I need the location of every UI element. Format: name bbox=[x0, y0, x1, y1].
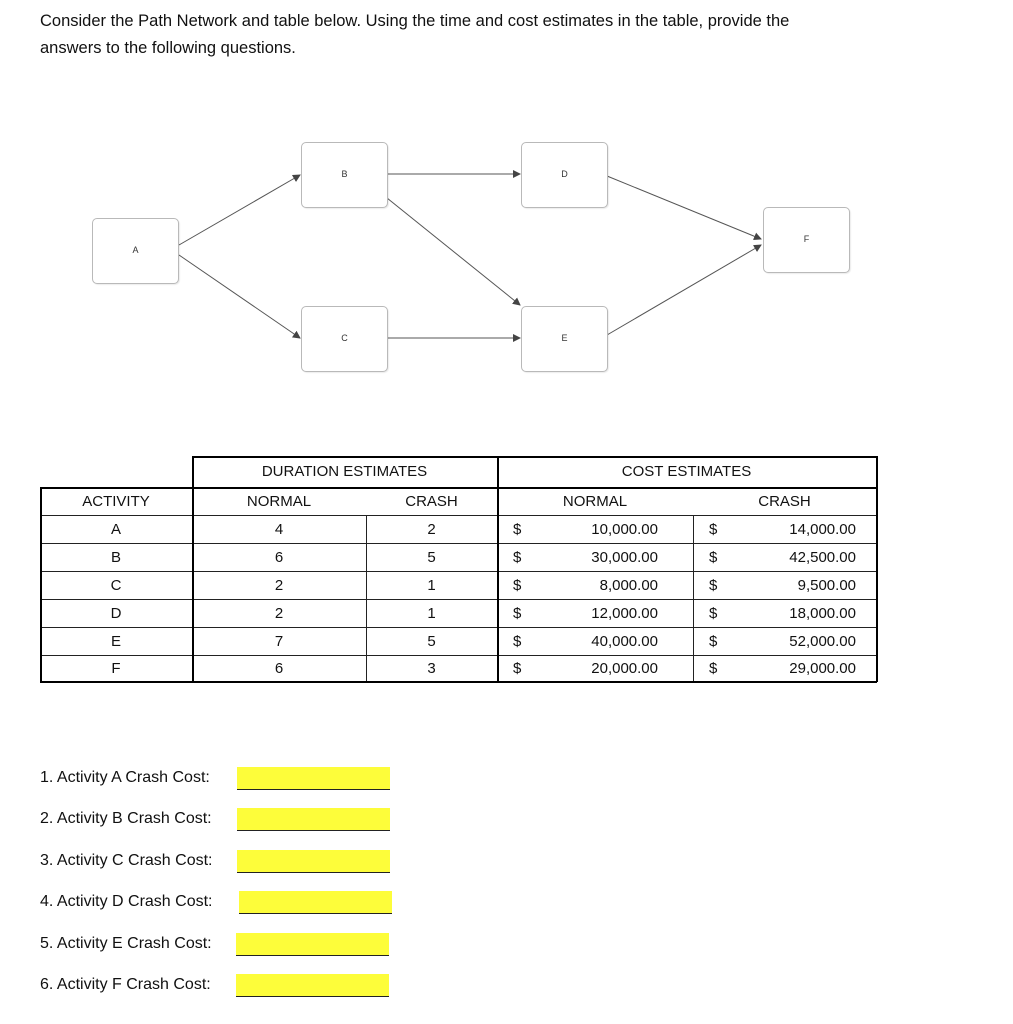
duration-crash-header: CRASH bbox=[405, 493, 458, 510]
node-d-label: D bbox=[561, 169, 568, 179]
currency-symbol: $ bbox=[513, 605, 522, 622]
duration-crash-cell: 1 bbox=[427, 605, 436, 622]
intro-line-2: answers to the following questions. bbox=[40, 39, 296, 57]
activity-cell: D bbox=[110, 605, 122, 622]
cost-crash-cell: 14,000.00 bbox=[789, 521, 856, 538]
cost-crash-header: CRASH bbox=[758, 493, 811, 510]
currency-symbol: $ bbox=[709, 660, 718, 677]
node-f-label: F bbox=[803, 234, 810, 244]
duration-crash-cell: 1 bbox=[427, 577, 436, 594]
activity-cell: B bbox=[110, 549, 121, 566]
currency-symbol: $ bbox=[513, 549, 522, 566]
cost-crash-cell: 18,000.00 bbox=[789, 605, 856, 622]
cost-normal-cell: 40,000.00 bbox=[591, 633, 658, 650]
question-3-label: 3. Activity C Crash Cost: bbox=[40, 852, 213, 869]
node-a-label: A bbox=[132, 245, 139, 255]
duration-crash-cell: 3 bbox=[427, 660, 436, 677]
cost-normal-cell: 8,000.00 bbox=[599, 577, 658, 594]
duration-normal-cell: 4 bbox=[274, 521, 284, 538]
duration-estimates-header: DURATION ESTIMATES bbox=[261, 463, 428, 480]
question-3-answer-field[interactable] bbox=[237, 850, 390, 873]
cost-normal-header: NORMAL bbox=[562, 493, 628, 510]
node-d bbox=[521, 142, 608, 208]
node-e-label: E bbox=[561, 333, 568, 343]
cost-normal-cell: 10,000.00 bbox=[591, 521, 658, 538]
question-4-answer-field[interactable] bbox=[239, 891, 392, 914]
question-1-label: 1. Activity A Crash Cost: bbox=[40, 769, 210, 786]
currency-symbol: $ bbox=[709, 521, 718, 538]
question-4-label: 4. Activity D Crash Cost: bbox=[40, 893, 213, 910]
activity-cell: A bbox=[110, 521, 121, 538]
duration-normal-cell: 2 bbox=[274, 605, 284, 622]
cost-normal-cell: 12,000.00 bbox=[591, 605, 658, 622]
cost-normal-cell: 30,000.00 bbox=[591, 549, 658, 566]
edge-a-b bbox=[179, 175, 300, 245]
cost-estimates-header: COST ESTIMATES bbox=[621, 463, 752, 480]
question-1-answer-field[interactable] bbox=[237, 767, 390, 790]
node-b bbox=[301, 142, 388, 208]
cost-normal-cell: 20,000.00 bbox=[591, 660, 658, 677]
cost-crash-cell: 29,000.00 bbox=[789, 660, 856, 677]
node-e bbox=[521, 306, 608, 372]
cost-crash-cell: 42,500.00 bbox=[789, 549, 856, 566]
edge-e-f bbox=[607, 245, 761, 335]
activity-cell: C bbox=[110, 577, 122, 594]
question-6-answer-field[interactable] bbox=[236, 974, 389, 997]
edge-a-c bbox=[179, 255, 300, 338]
activity-cell: E bbox=[110, 633, 121, 650]
currency-symbol: $ bbox=[513, 577, 522, 594]
currency-symbol: $ bbox=[513, 633, 522, 650]
duration-crash-cell: 5 bbox=[427, 633, 436, 650]
currency-symbol: $ bbox=[513, 660, 522, 677]
duration-crash-cell: 2 bbox=[427, 521, 436, 538]
cost-crash-cell: 9,500.00 bbox=[797, 577, 856, 594]
question-2-label: 2. Activity B Crash Cost: bbox=[40, 810, 212, 827]
currency-symbol: $ bbox=[709, 577, 718, 594]
cost-crash-cell: 52,000.00 bbox=[789, 633, 856, 650]
question-6-label: 6. Activity F Crash Cost: bbox=[40, 976, 211, 993]
node-c bbox=[301, 306, 388, 372]
currency-symbol: $ bbox=[513, 521, 522, 538]
duration-normal-cell: 6 bbox=[274, 549, 284, 566]
edge-b-e bbox=[387, 198, 520, 305]
duration-normal-cell: 6 bbox=[274, 660, 284, 677]
node-a bbox=[92, 218, 179, 284]
currency-symbol: $ bbox=[709, 633, 718, 650]
currency-symbol: $ bbox=[709, 605, 718, 622]
question-5-label: 5. Activity E Crash Cost: bbox=[40, 935, 212, 952]
edge-d-f bbox=[607, 176, 761, 239]
duration-normal-cell: 7 bbox=[274, 633, 284, 650]
node-b-label: B bbox=[341, 169, 348, 179]
duration-crash-cell: 5 bbox=[427, 549, 436, 566]
duration-normal-header: NORMAL bbox=[246, 493, 312, 510]
question-2-answer-field[interactable] bbox=[237, 808, 390, 831]
node-c-label: C bbox=[341, 333, 348, 343]
activity-column-header: ACTIVITY bbox=[82, 493, 150, 510]
activity-cell: F bbox=[111, 660, 121, 677]
currency-symbol: $ bbox=[709, 549, 718, 566]
duration-normal-cell: 2 bbox=[274, 577, 284, 594]
intro-line-1: Consider the Path Network and table below. Using the time and cost estimates in the table, provide the bbox=[40, 12, 790, 30]
question-5-answer-field[interactable] bbox=[236, 933, 389, 956]
node-f bbox=[763, 207, 850, 273]
